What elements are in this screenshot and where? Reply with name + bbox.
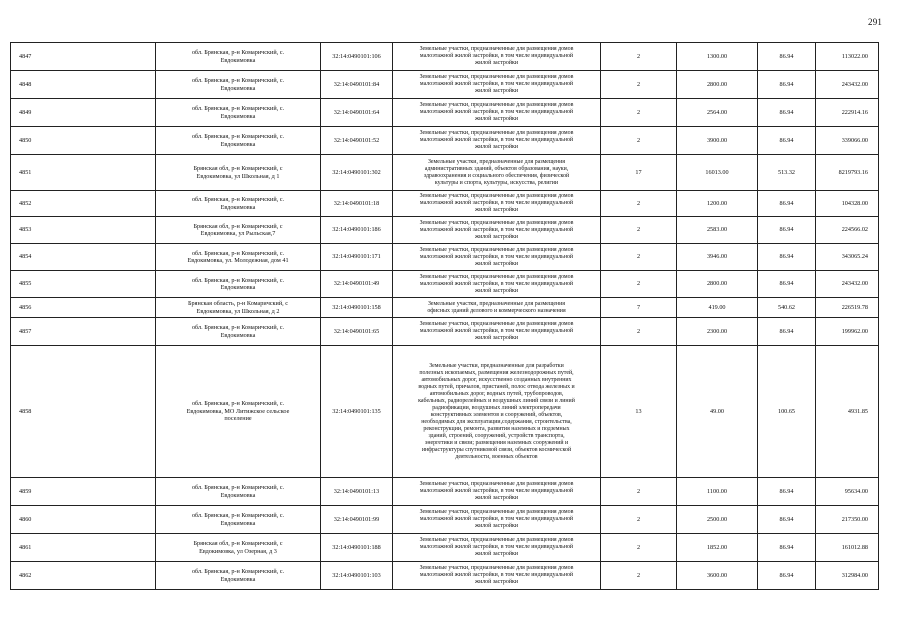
permitted-use: Земельные участки, предназначенные для размещения домов малоэтажной жилой застройки, в том числе индивидуальной жилой застройки	[393, 127, 601, 155]
specific-cadastral-value: 86.94	[758, 191, 816, 217]
specific-cadastral-value: 540.62	[758, 298, 816, 318]
cadastral-number: 32:14:0490101:186	[321, 217, 393, 244]
use-group: 2	[601, 506, 677, 534]
plot-area: 16013.00	[677, 155, 758, 191]
plot-address: обл. Брянская, р-н Комаричский, с. Евдокимовка	[156, 191, 321, 217]
use-group: 2	[601, 99, 677, 127]
row-number: 4860	[11, 506, 156, 534]
permitted-use: Земельные участки, предназначенные для размещения домов малоэтажной жилой застройки, в том числе индивидуальной жилой застройки	[393, 191, 601, 217]
row-number: 4848	[11, 71, 156, 99]
row-number: 4849	[11, 99, 156, 127]
permitted-use: Земельные участки, предназначенные для размещения домов малоэтажной жилой застройки, в том числе индивидуальной жилой застройки	[393, 318, 601, 346]
use-group: 13	[601, 346, 677, 478]
row-number: 4853	[11, 217, 156, 244]
table-row	[11, 506, 879, 534]
row-number: 4850	[11, 127, 156, 155]
row-number: 4851	[11, 155, 156, 191]
plot-area: 1852.00	[677, 534, 758, 562]
cadastral-number: 32:14:0490101:171	[321, 244, 393, 271]
plot-area: 2583.00	[677, 217, 758, 244]
permitted-use: Земельные участки, предназначенные для размещения домов малоэтажной жилой застройки, в том числе индивидуальной жилой застройки	[393, 271, 601, 298]
page-number: 291	[868, 17, 883, 27]
cadastral-number: 32:14:0490101:99	[321, 506, 393, 534]
use-group: 2	[601, 562, 677, 590]
plot-address: обл. Брянская, р-н Комаричский, с. Евдокимовка	[156, 71, 321, 99]
permitted-use: Земельные участки, предназначенные для размещения домов малоэтажной жилой застройки, в том числе индивидуальной жилой застройки	[393, 43, 601, 71]
table-row	[11, 298, 879, 318]
cadastral-value: 226519.78	[816, 298, 879, 318]
use-group: 2	[601, 191, 677, 217]
plot-area: 3600.00	[677, 562, 758, 590]
specific-cadastral-value: 86.94	[758, 217, 816, 244]
cadastral-value: 339066.00	[816, 127, 879, 155]
cadastral-number: 32:14:0490101:13	[321, 478, 393, 506]
table-row	[11, 318, 879, 346]
specific-cadastral-value: 86.94	[758, 506, 816, 534]
permitted-use: Земельные участки, предназначенные для размещения домов малоэтажной жилой застройки, в том числе индивидуальной жилой застройки	[393, 478, 601, 506]
table-row	[11, 99, 879, 127]
cadastral-value: 104328.00	[816, 191, 879, 217]
permitted-use: Земельные участки, предназначенные для размещения офисных зданий делового и коммерческого назначения	[393, 298, 601, 318]
plot-area: 2500.00	[677, 506, 758, 534]
plot-area: 2800.00	[677, 71, 758, 99]
use-group: 2	[601, 217, 677, 244]
cadastral-value: 199962.00	[816, 318, 879, 346]
cadastral-number: 32:14:0490101:158	[321, 298, 393, 318]
cadastral-value: 4931.85	[816, 346, 879, 478]
cadastral-number: 32:14:0490101:84	[321, 71, 393, 99]
plot-address: обл. Брянская, р-н Комаричский, с. Евдокимовка	[156, 562, 321, 590]
cadastral-number: 32:14:0490101:188	[321, 534, 393, 562]
use-group: 2	[601, 71, 677, 99]
plot-area: 3946.00	[677, 244, 758, 271]
permitted-use: Земельные участки, предназначенные для размещения домов малоэтажной жилой застройки, в том числе индивидуальной жилой застройки	[393, 244, 601, 271]
specific-cadastral-value: 86.94	[758, 534, 816, 562]
cadastral-value: 217350.00	[816, 506, 879, 534]
plot-address: обл. Брянская, р-н Комаричский, с. Евдокимовка, МО Литижское сельское поселение	[156, 346, 321, 478]
cadastral-value: 224566.02	[816, 217, 879, 244]
use-group: 17	[601, 155, 677, 191]
plot-address: обл. Брянская, р-н Комаричский, с. Евдокимовка	[156, 127, 321, 155]
permitted-use: Земельные участки, предназначенные для размещения домов малоэтажной жилой застройки, в том числе индивидуальной жилой застройки	[393, 534, 601, 562]
permitted-use: Земельные участки, предназначенные для размещения домов малоэтажной жилой застройки, в том числе индивидуальной жилой застройки	[393, 71, 601, 99]
cadastral-number: 32:14:0490101:49	[321, 271, 393, 298]
plot-area: 49.00	[677, 346, 758, 478]
row-number: 4859	[11, 478, 156, 506]
table-row	[11, 562, 879, 590]
row-number: 4858	[11, 346, 156, 478]
table-row	[11, 191, 879, 217]
row-number: 4852	[11, 191, 156, 217]
specific-cadastral-value: 86.94	[758, 43, 816, 71]
table-row	[11, 271, 879, 298]
cadastral-number: 32:14:0490101:135	[321, 346, 393, 478]
permitted-use: Земельные участки, предназначенные для размещения домов малоэтажной жилой застройки, в том числе индивидуальной жилой застройки	[393, 506, 601, 534]
plot-address: Брянская обл, р-н Комаричский, с Евдокимовка, ул Озерная, д 3	[156, 534, 321, 562]
use-group: 2	[601, 478, 677, 506]
row-number: 4855	[11, 271, 156, 298]
table-row	[11, 155, 879, 191]
cadastral-value: 343065.24	[816, 244, 879, 271]
specific-cadastral-value: 100.65	[758, 346, 816, 478]
specific-cadastral-value: 86.94	[758, 99, 816, 127]
plot-address: обл. Брянская, р-н Комаричский, с. Евдокимовка	[156, 271, 321, 298]
cadastral-number: 32:14:0490101:18	[321, 191, 393, 217]
plot-area: 2300.00	[677, 318, 758, 346]
cadastral-value: 161012.88	[816, 534, 879, 562]
plot-area: 1300.00	[677, 43, 758, 71]
plot-address: обл. Брянская, р-н Комаричский, с. Евдокимовка	[156, 43, 321, 71]
specific-cadastral-value: 86.94	[758, 127, 816, 155]
cadastral-value: 243432.00	[816, 271, 879, 298]
land-plot-registry-table	[10, 42, 879, 590]
plot-address: Брянская обл, р-н Комаричский, с Евдокимовка, ул Школьная, д 1	[156, 155, 321, 191]
cadastral-number: 32:14:0490101:64	[321, 99, 393, 127]
permitted-use: Земельные участки, предназначенные для размещения домов малоэтажной жилой застройки, в том числе индивидуальной жилой застройки	[393, 562, 601, 590]
table-row	[11, 244, 879, 271]
cadastral-number: 32:14:0490101:103	[321, 562, 393, 590]
use-group: 7	[601, 298, 677, 318]
row-number: 4856	[11, 298, 156, 318]
cadastral-number: 32:14:0490101:65	[321, 318, 393, 346]
table-row	[11, 43, 879, 71]
registry-table-body	[11, 43, 879, 590]
row-number: 4862	[11, 562, 156, 590]
plot-address: обл. Брянская, р-н Комаричский, с. Евдокимовка	[156, 99, 321, 127]
plot-area: 2564.00	[677, 99, 758, 127]
table-row	[11, 534, 879, 562]
row-number: 4861	[11, 534, 156, 562]
plot-address: обл. Брянская, р-н Комаричский, с. Евдокимовка, ул. Молодежная, дом 41	[156, 244, 321, 271]
use-group: 2	[601, 534, 677, 562]
specific-cadastral-value: 86.94	[758, 244, 816, 271]
cadastral-value: 8219793.16	[816, 155, 879, 191]
use-group: 2	[601, 244, 677, 271]
row-number: 4854	[11, 244, 156, 271]
specific-cadastral-value: 86.94	[758, 562, 816, 590]
table-row	[11, 217, 879, 244]
table-row	[11, 478, 879, 506]
table-row	[11, 346, 879, 478]
plot-address: обл. Брянская, р-н Комаричский, с. Евдокимовка	[156, 478, 321, 506]
use-group: 2	[601, 43, 677, 71]
plot-area: 1100.00	[677, 478, 758, 506]
use-group: 2	[601, 271, 677, 298]
use-group: 2	[601, 127, 677, 155]
cadastral-value: 222914.16	[816, 99, 879, 127]
permitted-use: Земельные участки, предназначенные для размещения домов малоэтажной жилой застройки, в том числе индивидуальной жилой застройки	[393, 99, 601, 127]
specific-cadastral-value: 513.32	[758, 155, 816, 191]
row-number: 4847	[11, 43, 156, 71]
specific-cadastral-value: 86.94	[758, 271, 816, 298]
permitted-use: Земельные участки, предназначенные для размещения административных зданий, объектов образования, науки, здравоохранения и социального обеспечения, физической культуры и спорта, культуры, искусства, религии	[393, 155, 601, 191]
cadastral-number: 32:14:0490101:106	[321, 43, 393, 71]
plot-address: Брянская область, р-н Комаричский, с Евдокимовка, ул Школьная, д 2	[156, 298, 321, 318]
plot-address: обл. Брянская, р-н Комаричский, с. Евдокимовка	[156, 506, 321, 534]
permitted-use: Земельные участки, предназначенные для размещения домов малоэтажной жилой застройки, в том числе индивидуальной жилой застройки	[393, 217, 601, 244]
cadastral-number: 32:14:0490101:302	[321, 155, 393, 191]
cadastral-number: 32:14:0490101:52	[321, 127, 393, 155]
specific-cadastral-value: 86.94	[758, 478, 816, 506]
plot-area: 419.00	[677, 298, 758, 318]
plot-address: Брянская обл, р-н Комаричский, с Евдокимовка, ул Рыльская,7	[156, 217, 321, 244]
table-row	[11, 71, 879, 99]
table-row	[11, 127, 879, 155]
plot-address: обл. Брянская, р-н Комаричский, с. Евдокимовка	[156, 318, 321, 346]
plot-area: 1200.00	[677, 191, 758, 217]
permitted-use: Земельные участки, предназначенные для разработки полезных ископаемых, размещения железнодорожных путей, автомобильных дорог, искусственно созданных внутренних водных путей, причалов, пристаней, полос отвода железных и автомобильных дорог, водных путей, трубопроводов, кабельных, радиорелейных и воздушных линий связи и линий радиофикации, воздушных линий электропередачи конструктивных элементов и сооружений, объектов, необходимых для эксплуатации,содержания, строительства, реконструкции, ремонта, развития наземных и подземных зданий, строений, сооружений, устройств транспорта, энергетики и связи; размещения наземных сооружений и инфраструктуры спутниковой связи, объектов космической деятельности, военных объектов	[393, 346, 601, 478]
row-number: 4857	[11, 318, 156, 346]
cadastral-value: 113022.00	[816, 43, 879, 71]
cadastral-value: 95634.00	[816, 478, 879, 506]
specific-cadastral-value: 86.94	[758, 318, 816, 346]
cadastral-value: 312984.00	[816, 562, 879, 590]
specific-cadastral-value: 86.94	[758, 71, 816, 99]
plot-area: 2800.00	[677, 271, 758, 298]
plot-area: 3900.00	[677, 127, 758, 155]
cadastral-value: 243432.00	[816, 71, 879, 99]
use-group: 2	[601, 318, 677, 346]
